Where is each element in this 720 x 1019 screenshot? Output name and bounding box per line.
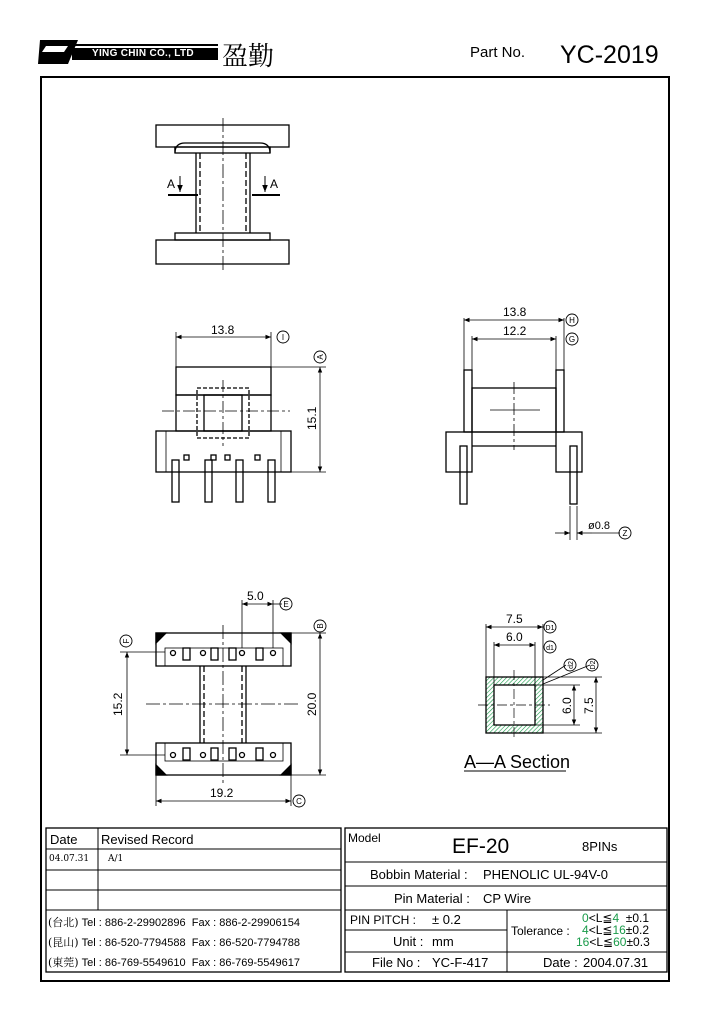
model-label: Model xyxy=(348,831,381,845)
marker-c: C xyxy=(296,797,302,806)
tolerance-label: Tolerance : xyxy=(511,924,570,938)
front-width-dim: 13.8 xyxy=(211,323,235,337)
contact-city: (台北) xyxy=(48,916,79,929)
bottom-small-dim: 5.0 xyxy=(247,589,264,603)
marker-i: I xyxy=(281,333,285,342)
marker-f: F xyxy=(122,638,131,644)
bottom-width-dim: 19.2 xyxy=(210,786,234,800)
side-inner-dim: 12.2 xyxy=(503,324,527,338)
marker-h: H xyxy=(569,316,575,325)
revision-date-header: Date xyxy=(50,832,78,847)
marker-e: E xyxy=(283,600,289,609)
pin-pitch-label: PIN PITCH : xyxy=(350,913,417,927)
contact-tel: Tel : 86-769-5549610 xyxy=(81,957,186,969)
contact-fax: Fax : 86-769-5549617 xyxy=(191,957,300,969)
company-name: YING CHIN CO., LTD xyxy=(92,48,194,59)
bottom-right-height-dim: 20.0 xyxy=(305,692,319,716)
contact-dongguan xyxy=(48,954,300,970)
revision-row-1-date: 04.07.31 xyxy=(49,854,90,864)
section-outer-width-dim: 7.5 xyxy=(506,612,523,626)
contact-fax: Fax : 86-520-7794788 xyxy=(191,937,300,949)
marker-d1-upper: D1 xyxy=(545,625,555,632)
section-outer-height-dim: 7.5 xyxy=(582,697,596,714)
contact-taipei xyxy=(48,914,300,930)
pin-diameter-dim: ø0.8 xyxy=(588,520,611,532)
bobbin-material-label: Bobbin Material : xyxy=(370,867,468,882)
company-chinese-name: 盈勤 xyxy=(222,42,275,72)
marker-d2-lower: d2 xyxy=(568,661,575,669)
contact-city: (東莞) xyxy=(48,956,79,969)
section-title: A—A Section xyxy=(464,752,571,772)
pin-pitch-value: ± 0.2 xyxy=(432,912,461,927)
contact-kunshan xyxy=(48,934,300,950)
front-height-dim: 15.1 xyxy=(305,406,319,430)
bottom-left-height-dim: 15.2 xyxy=(111,692,125,716)
revision-row-1-record: A/1 xyxy=(108,854,124,864)
pin-material-value: CP Wire xyxy=(483,891,532,906)
marker-a: A xyxy=(316,354,325,360)
date-label: Date : xyxy=(543,955,578,970)
file-no-value: YC-F-417 xyxy=(432,955,489,970)
side-outer-dim: 13.8 xyxy=(503,305,527,319)
unit-label: Unit : xyxy=(393,934,424,949)
unit-value: mm xyxy=(432,934,454,949)
bobbin-material-value: PHENOLIC UL-94V-0 xyxy=(483,867,608,882)
contact-city: (昆山) xyxy=(48,936,79,949)
tolerance-row: 0<L≦4 ±0.1 xyxy=(582,911,650,925)
tolerance-row: 16<L≦60±0.3 xyxy=(576,935,650,949)
contact-tel: Tel : 86-520-7794588 xyxy=(81,937,186,949)
part-no-label: Part No. xyxy=(470,44,526,61)
marker-d2-upper: D2 xyxy=(590,660,597,670)
section-inner-width-dim: 6.0 xyxy=(506,630,523,644)
model-value: EF-20 xyxy=(452,835,510,858)
top-view-section-label-right: A xyxy=(270,177,279,191)
tolerance-row: 4<L≦16±0.2 xyxy=(582,923,650,937)
tolerance-table xyxy=(576,912,650,948)
top-view-section-label-left: A xyxy=(167,177,176,191)
contact-fax: Fax : 886-2-29906154 xyxy=(191,917,300,929)
pin-count: 8PINs xyxy=(582,839,618,854)
revision-record-header: Revised Record xyxy=(101,832,194,847)
part-no-value: YC-2019 xyxy=(560,41,659,69)
section-inner-height-dim: 6.0 xyxy=(560,697,574,714)
file-no-label: File No : xyxy=(372,955,421,970)
pin-material-label: Pin Material : xyxy=(394,891,470,906)
date-value: 2004.07.31 xyxy=(583,955,649,970)
marker-g: G xyxy=(568,335,576,344)
marker-b: B xyxy=(316,623,325,629)
marker-z: Z xyxy=(622,529,628,538)
contact-tel: Tel : 886-2-29902896 xyxy=(81,917,186,929)
marker-d1-lower: d1 xyxy=(546,645,554,652)
